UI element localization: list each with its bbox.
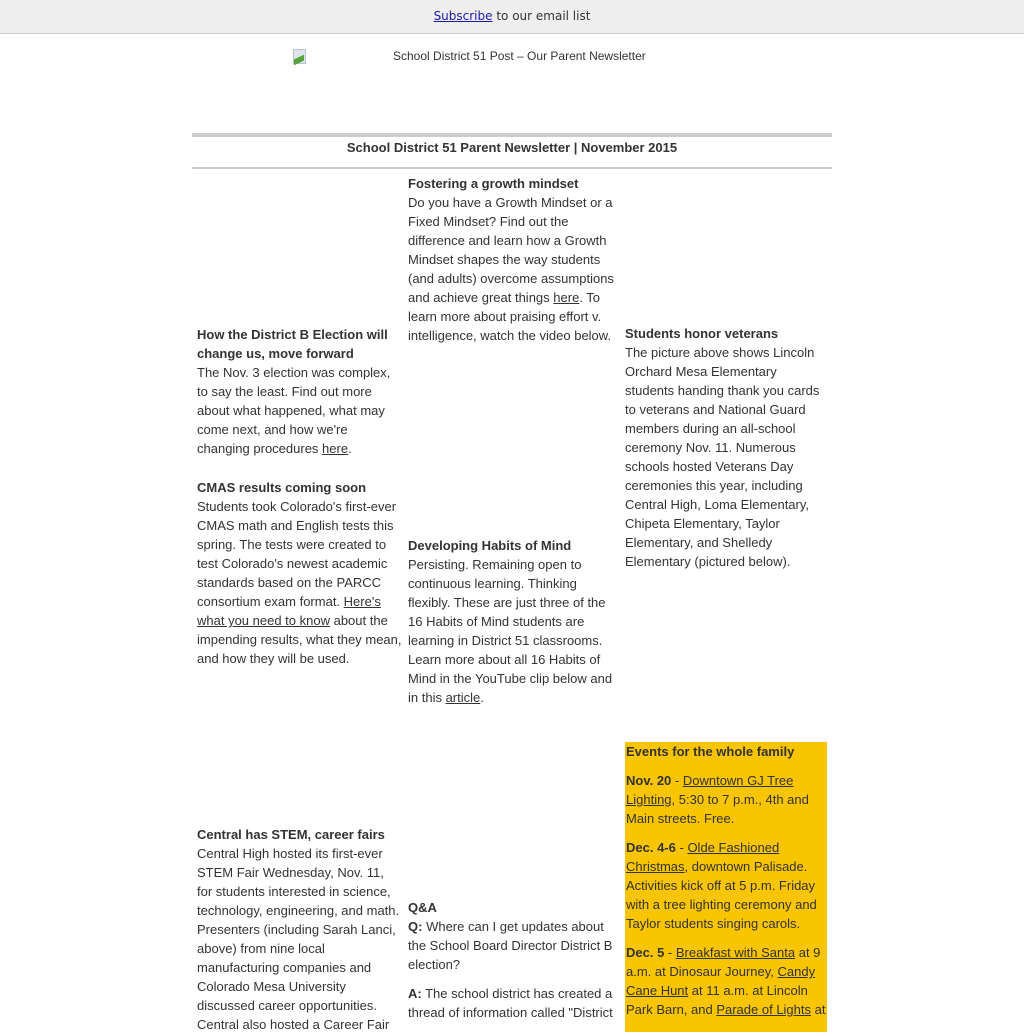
article-veterans: [625, 324, 825, 571]
article-habits: [408, 536, 618, 707]
qa-answer: A: The school district has created a thread of information called "District: [408, 986, 613, 1020]
article-body: Persisting. Remaining open to continuous learning. Thinking flexibly. These are just three of the 16 Habits of Mind students are learning in District 51 classrooms. Learn more about all 16 Habits of Mind in the YouTube clip below and in this article.: [408, 557, 613, 705]
broken-image-icon: [292, 49, 308, 65]
article-body: Students took Colorado's first-ever CMAS math and English tests this spring. The tests were created to test Colorado's newest academic standards based on the PARCC consortium exam format. Here's what you need to know about the impending results, what they mean, and how they will be used.: [197, 499, 402, 666]
event-item: Dec. 4-6 - Olde Fashioned Christmas, downtown Palisade. Activities kick off at 5 p.m. Friday with a tree lighting ceremony and Taylor students singing carols.: [626, 840, 817, 931]
article-title: Fostering a growth mindset: [408, 176, 579, 191]
cmas-info-link[interactable]: Here's what you need to know: [197, 594, 381, 628]
masthead-rule-bottom: [192, 167, 832, 169]
qa-question: Q: Where can I get updates about the School Board Director District B election?: [408, 919, 613, 972]
subscribe-text: to our email list: [492, 9, 591, 23]
event-link-breakfast-santa[interactable]: Breakfast with Santa: [675, 945, 796, 960]
event-link-candy-cane-hunt[interactable]: Candy Cane Hunt: [626, 964, 816, 998]
newsletter-header-image: [292, 49, 652, 67]
event-link-tree-lighting[interactable]: Downtown GJ Tree Lighting: [626, 773, 794, 807]
article-body: The Nov. 3 election was complex, to say the least. Find out more about what happened, what may come next, and how we're changing procedures here.: [197, 365, 391, 456]
mindset-here-link[interactable]: here: [553, 290, 580, 305]
article-body: The picture above shows Lincoln Orchard Mesa Elementary students handing thank you cards to veterans and National Guard members during an all-school ceremony Nov. 11. Numerous schools hosted Veterans Day ceremonies this year, including Central High, Loma Elementary, Chipeta Elementary, Taylor Elementary, and Shelledy Elementary (pictured below).: [625, 345, 820, 569]
events-box: [625, 742, 827, 1032]
event-item: Dec. 5 - Breakfast with Santa at 9 a.m. at Dinosaur Journey, Candy Cane Hunt at 11 a.m. at Lincoln Park Barn, and Parade of Lights at: [626, 945, 826, 1017]
event-item: Nov. 20 - Downtown GJ Tree Lighting, 5:30 to 7 p.m., 4th and Main streets. Free.: [626, 773, 809, 826]
election-here-link[interactable]: here: [322, 441, 349, 456]
article-title: Developing Habits of Mind: [408, 538, 572, 553]
header-image-alt-text: School District 51 Post – Our Parent Newsletter: [393, 49, 646, 63]
article-cmas: [197, 478, 402, 668]
subscribe-bar: [0, 0, 1024, 34]
article-body: Central High hosted its first-ever STEM Fair Wednesday, Nov. 11, for students interested in science, technology, engineering, and math. Presenters (including Sarah Lanci, above) from nine local manufacturing companies and Colorado Mesa University discussed career opportunities. Central also hosted a Career Fair: [197, 846, 400, 1032]
article-title: Students honor veterans: [625, 326, 779, 341]
events-title: Events for the whole family: [626, 744, 795, 759]
masthead-rule-top: [192, 133, 832, 137]
article-qa: [408, 898, 618, 1022]
article-title: Q&A: [408, 900, 437, 915]
event-link-olde-christmas[interactable]: Olde Fashioned Christmas: [626, 840, 780, 874]
article-title: CMAS results coming soon: [197, 480, 367, 495]
masthead-title: School District 51 Parent Newsletter | November 2015: [346, 140, 678, 155]
subscribe-link[interactable]: Subscribe: [433, 9, 493, 23]
article-election: [197, 325, 402, 458]
article-body: Do you have a Growth Mindset or a Fixed Mindset? Find out the difference and learn how a Growth Mindset shapes the way students (and adults) overcome assumptions and achieve great things here. To learn more about praising effort v. intelligence, watch the video below.: [408, 195, 614, 343]
article-title: Central has STEM, career fairs: [197, 827, 385, 842]
habits-article-link[interactable]: article: [445, 690, 481, 705]
article-mindset: [408, 174, 618, 345]
article-stem: [197, 825, 402, 1034]
event-link-parade-of-lights[interactable]: Parade of Lights: [716, 1002, 812, 1017]
article-title: How the District B Election will change us, move forward: [197, 327, 388, 361]
